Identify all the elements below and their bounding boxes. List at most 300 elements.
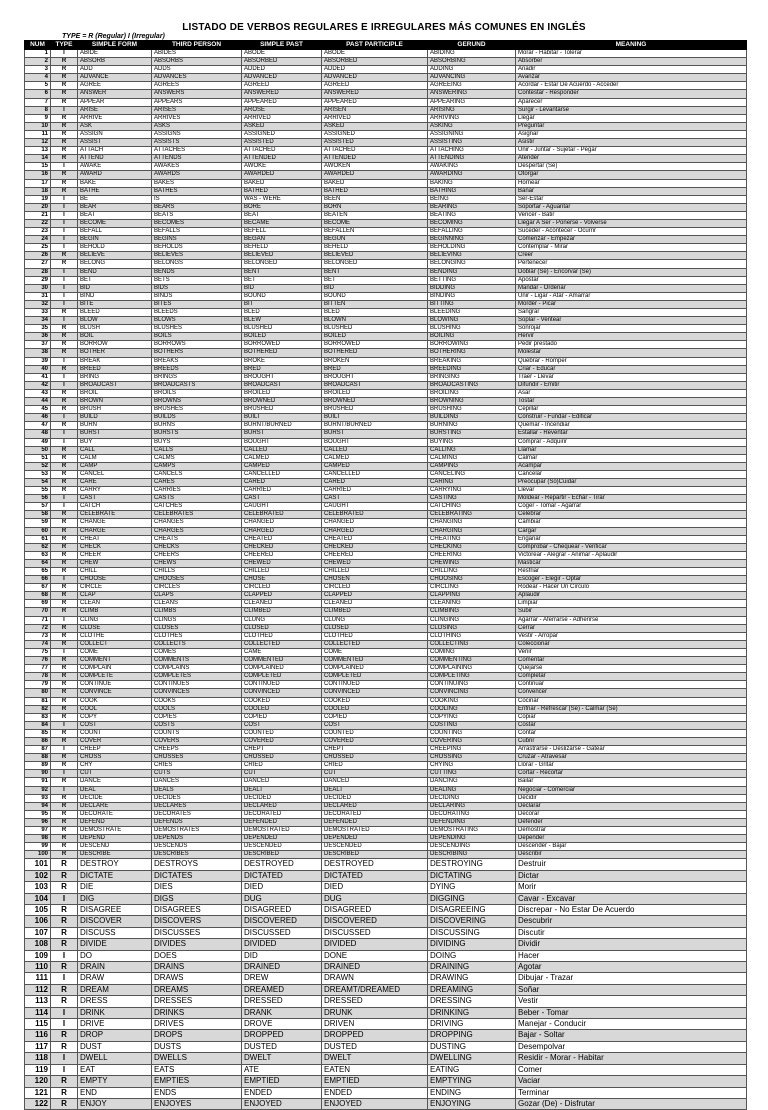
cell-simple-past: DEMOSTRATED — [242, 827, 322, 835]
cell-simple-form: DESTROY — [78, 859, 152, 870]
cell-meaning: Quebrar - Romper — [516, 357, 747, 365]
cell-third-person: DUSTS — [152, 1041, 242, 1052]
table-row — [25, 616, 747, 624]
cell-past-participle: ABODE — [322, 50, 428, 58]
cell-past-participle: DESTROYED — [322, 859, 428, 870]
table-row — [25, 870, 747, 881]
cell-gerund: CHILLING — [428, 568, 516, 576]
cell-type: R — [51, 98, 78, 106]
cell-num: 18 — [25, 187, 51, 195]
cell-simple-past: DESCENDED — [242, 843, 322, 851]
cell-third-person: COMES — [152, 648, 242, 656]
cell-num: 114 — [25, 1007, 51, 1018]
cell-simple-past: BATHED — [242, 187, 322, 195]
cell-num: 1 — [25, 50, 51, 58]
table-row — [25, 381, 747, 389]
cell-type: R — [51, 818, 78, 826]
cell-simple-past: CAMPED — [242, 462, 322, 470]
cell-simple-form: ADD — [78, 66, 152, 74]
cell-past-participle: DISAGREED — [322, 905, 428, 916]
cell-meaning: Sonrojar — [516, 325, 747, 333]
cell-third-person: COLLECTS — [152, 640, 242, 648]
cell-third-person: BLEEDS — [152, 309, 242, 317]
cell-gerund: BROADCASTING — [428, 381, 516, 389]
table-row — [25, 551, 747, 559]
cell-simple-past: DISAGREED — [242, 905, 322, 916]
cell-past-participle: DWELT — [322, 1053, 428, 1064]
cell-num: 121 — [25, 1087, 51, 1098]
cell-meaning: Quejarse — [516, 665, 747, 673]
cell-num: 82 — [25, 705, 51, 713]
cell-past-participle: BROADCAST — [322, 381, 428, 389]
cell-simple-form: DESCRIBE — [78, 851, 152, 859]
cell-type: R — [51, 608, 78, 616]
cell-meaning: Acampar — [516, 462, 747, 470]
cell-meaning: Absorber — [516, 58, 747, 66]
cell-num: 68 — [25, 592, 51, 600]
table-row — [25, 535, 747, 543]
cell-type: R — [51, 624, 78, 632]
cell-meaning: Llegar — [516, 114, 747, 122]
cell-meaning: Aplaudir — [516, 592, 747, 600]
cell-meaning: Bajar - Soltar — [516, 1030, 747, 1041]
cell-past-participle: DRAWN — [322, 973, 428, 984]
cell-type: R — [51, 82, 78, 90]
cell-simple-past: CUT — [242, 770, 322, 778]
cell-third-person: BLUSHES — [152, 325, 242, 333]
cell-type: R — [51, 568, 78, 576]
cell-num: 84 — [25, 721, 51, 729]
cell-num: 3 — [25, 66, 51, 74]
cell-third-person: ADDS — [152, 66, 242, 74]
cell-num: 47 — [25, 422, 51, 430]
cell-simple-past: COOKED — [242, 697, 322, 705]
cell-simple-past: BROWNED — [242, 398, 322, 406]
cell-third-person: DRAWS — [152, 973, 242, 984]
cell-meaning: Hacer — [516, 950, 747, 961]
cell-past-participle: ADVANCED — [322, 74, 428, 82]
cell-gerund: BEHOLDING — [428, 244, 516, 252]
cell-third-person: BREAKS — [152, 357, 242, 365]
cell-simple-form: ADVANCE — [78, 74, 152, 82]
table-row — [25, 309, 747, 317]
cell-third-person: AGREES — [152, 82, 242, 90]
cell-simple-form: CALM — [78, 454, 152, 462]
cell-simple-form: CLAP — [78, 592, 152, 600]
cell-third-person: BUYS — [152, 438, 242, 446]
cell-num: 36 — [25, 333, 51, 341]
cell-third-person: BLOWS — [152, 317, 242, 325]
cell-num: 102 — [25, 870, 51, 881]
cell-gerund: BUYING — [428, 438, 516, 446]
cell-third-person: DISAGREES — [152, 905, 242, 916]
cell-simple-form: BE — [78, 195, 152, 203]
cell-type: I — [51, 50, 78, 58]
cell-type: R — [51, 179, 78, 187]
cell-third-person: EMPTIES — [152, 1076, 242, 1087]
cell-gerund: COOLING — [428, 705, 516, 713]
cell-gerund: BEING — [428, 195, 516, 203]
cell-past-participle: DEPENDED — [322, 835, 428, 843]
cell-gerund: DISAGREEING — [428, 905, 516, 916]
cell-type: R — [51, 810, 78, 818]
cell-gerund: COPYING — [428, 713, 516, 721]
cell-type: R — [51, 584, 78, 592]
cell-gerund: CLEANING — [428, 600, 516, 608]
cell-meaning: Negociar - Comerciar — [516, 786, 747, 794]
cell-third-person: COPIES — [152, 713, 242, 721]
cell-type: R — [51, 632, 78, 640]
cell-past-participle: BATHED — [322, 187, 428, 195]
cell-meaning: Acordar - Estar De Acuerdo - Acceder — [516, 82, 747, 90]
cell-meaning: Pertenecer — [516, 260, 747, 268]
cell-type: R — [51, 535, 78, 543]
cell-type: R — [51, 478, 78, 486]
table-row — [25, 187, 747, 195]
cell-past-participle: COMPLETED — [322, 673, 428, 681]
cell-num: 6 — [25, 90, 51, 98]
cell-type: I — [51, 357, 78, 365]
cell-meaning: Construir - Fundar - Edificar — [516, 414, 747, 422]
cell-gerund: CARRYING — [428, 487, 516, 495]
cell-meaning: Agarrar - Aferrarse - Adherirse — [516, 616, 747, 624]
cell-simple-past: DROPPED — [242, 1030, 322, 1041]
cell-gerund: CRYING — [428, 762, 516, 770]
cell-simple-form: DANCE — [78, 778, 152, 786]
table-row — [25, 292, 747, 300]
cell-num: 106 — [25, 916, 51, 927]
cell-simple-past: DROVE — [242, 1019, 322, 1030]
table-row — [25, 406, 747, 414]
cell-past-participle: CHARGED — [322, 527, 428, 535]
table-row — [25, 827, 747, 835]
cell-third-person: DESCENDS — [152, 843, 242, 851]
cell-type: R — [51, 252, 78, 260]
cell-simple-past: DISCUSSED — [242, 927, 322, 938]
cell-gerund: BEFALLING — [428, 228, 516, 236]
cell-type: R — [51, 939, 78, 950]
cell-past-participle: CUT — [322, 770, 428, 778]
cell-simple-past: CARED — [242, 478, 322, 486]
cell-gerund: ARRIVING — [428, 114, 516, 122]
cell-simple-past: ATTENDED — [242, 155, 322, 163]
cell-meaning: Cancelar — [516, 470, 747, 478]
cell-meaning: Depender — [516, 835, 747, 843]
cell-simple-past: BORE — [242, 203, 322, 211]
cell-type: R — [51, 1098, 78, 1109]
table-row — [25, 487, 747, 495]
cell-simple-past: BROUGHT — [242, 373, 322, 381]
cell-num: 54 — [25, 478, 51, 486]
cell-type: R — [51, 511, 78, 519]
table-row — [25, 559, 747, 567]
cell-simple-past: ADVANCED — [242, 74, 322, 82]
cell-gerund: DIVIDING — [428, 939, 516, 950]
cell-num: 89 — [25, 762, 51, 770]
cell-simple-form: DISAGREE — [78, 905, 152, 916]
cell-gerund: CANCELING — [428, 470, 516, 478]
table-row — [25, 300, 747, 308]
cell-past-participle: ATTENDED — [322, 155, 428, 163]
cell-past-participle: CHOSEN — [322, 576, 428, 584]
cell-type: R — [51, 835, 78, 843]
cell-simple-past: COMPLAINED — [242, 665, 322, 673]
cell-meaning: Vestir — [516, 996, 747, 1007]
cell-meaning: Descubrir — [516, 916, 747, 927]
cell-type: R — [51, 657, 78, 665]
cell-gerund: BROWNING — [428, 398, 516, 406]
cell-gerund: DISCOVERING — [428, 916, 516, 927]
cell-simple-past: DECORATED — [242, 810, 322, 818]
cell-simple-form: CATCH — [78, 503, 152, 511]
cell-num: 76 — [25, 657, 51, 665]
cell-num: 105 — [25, 905, 51, 916]
cell-type: R — [51, 962, 78, 973]
cell-num: 44 — [25, 398, 51, 406]
table-row — [25, 82, 747, 90]
cell-gerund: EMPTYING — [428, 1076, 516, 1087]
cell-third-person: BELIEVES — [152, 252, 242, 260]
cell-past-participle: BLOWN — [322, 317, 428, 325]
cell-meaning: Aparecer — [516, 98, 747, 106]
cell-simple-form: DUST — [78, 1041, 152, 1052]
cell-simple-form: ARISE — [78, 106, 152, 114]
cell-past-participle: BELONGED — [322, 260, 428, 268]
cell-meaning: Criar - Educar — [516, 365, 747, 373]
cell-gerund: COSTING — [428, 721, 516, 729]
cell-simple-form: DO — [78, 950, 152, 961]
header-simple-past: SIMPLE PAST — [242, 41, 322, 50]
cell-past-participle: CALMED — [322, 454, 428, 462]
cell-gerund: BLOWING — [428, 317, 516, 325]
cell-third-person: CHEATS — [152, 535, 242, 543]
cell-simple-form: DISCOVER — [78, 916, 152, 927]
cell-simple-form: CONVINCE — [78, 689, 152, 697]
cell-num: 12 — [25, 139, 51, 147]
cell-num: 48 — [25, 430, 51, 438]
table-row — [25, 754, 747, 762]
cell-gerund: COOKING — [428, 697, 516, 705]
cell-past-participle: ASSISTED — [322, 139, 428, 147]
cell-simple-form: CHEER — [78, 551, 152, 559]
cell-simple-past: ABSORBED — [242, 58, 322, 66]
table-row — [25, 859, 747, 870]
table-row — [25, 1041, 747, 1052]
table-row — [25, 950, 747, 961]
cell-meaning: Cambiar — [516, 519, 747, 527]
cell-num: 13 — [25, 147, 51, 155]
cell-simple-form: BLOW — [78, 317, 152, 325]
cell-simple-form: ATTEND — [78, 155, 152, 163]
cell-gerund: ADVANCING — [428, 74, 516, 82]
cell-third-person: DICTATES — [152, 870, 242, 881]
cell-type: R — [51, 1076, 78, 1087]
cell-type: I — [51, 292, 78, 300]
table-row — [25, 179, 747, 187]
cell-third-person: AWAKES — [152, 163, 242, 171]
cell-type: R — [51, 527, 78, 535]
cell-type: R — [51, 446, 78, 454]
cell-simple-past: BROKE — [242, 357, 322, 365]
cell-past-participle: AGREED — [322, 82, 428, 90]
cell-num: 107 — [25, 927, 51, 938]
cell-third-person: CARRIES — [152, 487, 242, 495]
cell-num: 88 — [25, 754, 51, 762]
cell-type: R — [51, 470, 78, 478]
cell-past-participle: COST — [322, 721, 428, 729]
cell-meaning: Unir - Ligar - Atar - Amarrar — [516, 292, 747, 300]
table-row — [25, 927, 747, 938]
cell-simple-past: CHEATED — [242, 535, 322, 543]
cell-type: R — [51, 341, 78, 349]
cell-past-participle: DICTATED — [322, 870, 428, 881]
cell-simple-form: CAMP — [78, 462, 152, 470]
cell-past-participle: CRIED — [322, 762, 428, 770]
cell-num: 75 — [25, 648, 51, 656]
cell-meaning: Llevar — [516, 487, 747, 495]
cell-type: R — [51, 927, 78, 938]
cell-past-participle: CONTINUED — [322, 681, 428, 689]
cell-num: 120 — [25, 1076, 51, 1087]
cell-third-person: CAMPS — [152, 462, 242, 470]
cell-gerund: EATING — [428, 1064, 516, 1075]
cell-num: 55 — [25, 487, 51, 495]
cell-simple-past: BURST — [242, 430, 322, 438]
cell-third-person: CROSSES — [152, 754, 242, 762]
cell-third-person: BURNS — [152, 422, 242, 430]
cell-meaning: Moldear - Repartir - Echar - Tirar — [516, 495, 747, 503]
cell-type: R — [51, 155, 78, 163]
table-row — [25, 835, 747, 843]
cell-simple-form: BUILD — [78, 414, 152, 422]
cell-past-participle: BENT — [322, 268, 428, 276]
cell-third-person: BREEDS — [152, 365, 242, 373]
cell-past-participle: BEATEN — [322, 211, 428, 219]
cell-type: I — [51, 195, 78, 203]
cell-meaning: Soplar - Ventear — [516, 317, 747, 325]
cell-meaning: Demostrar — [516, 827, 747, 835]
cell-simple-past: COUNTED — [242, 729, 322, 737]
cell-meaning: Vestir - Arropar — [516, 632, 747, 640]
cell-simple-past: BLED — [242, 309, 322, 317]
cell-num: 33 — [25, 309, 51, 317]
cell-past-participle: BROKEN — [322, 357, 428, 365]
table-row — [25, 349, 747, 357]
cell-third-person: DEFENDS — [152, 818, 242, 826]
cell-simple-form: BORROW — [78, 341, 152, 349]
cell-third-person: DREAMS — [152, 984, 242, 995]
cell-third-person: CHARGES — [152, 527, 242, 535]
cell-gerund: COLLECTING — [428, 640, 516, 648]
cell-third-person: BITES — [152, 300, 242, 308]
cell-simple-form: BEAR — [78, 203, 152, 211]
cell-meaning: Costar — [516, 721, 747, 729]
cell-simple-form: CLOSE — [78, 624, 152, 632]
cell-gerund: DRAWING — [428, 973, 516, 984]
cell-meaning: Decorar — [516, 810, 747, 818]
cell-meaning: Descender - Bajar — [516, 843, 747, 851]
cell-simple-past: COLLECTED — [242, 640, 322, 648]
cell-type: R — [51, 454, 78, 462]
cell-past-participle: DESCRIBED — [322, 851, 428, 859]
cell-simple-form: BECOME — [78, 219, 152, 227]
cell-gerund: DEPENDING — [428, 835, 516, 843]
cell-meaning: Subir — [516, 608, 747, 616]
cell-num: 56 — [25, 495, 51, 503]
cell-num: 11 — [25, 130, 51, 138]
cell-third-person: BEGINS — [152, 236, 242, 244]
cell-meaning: Contar — [516, 729, 747, 737]
cell-simple-form: DISCUSS — [78, 927, 152, 938]
cell-meaning: Pedir prestado — [516, 341, 747, 349]
cell-gerund: DESCENDING — [428, 843, 516, 851]
cell-num: 70 — [25, 608, 51, 616]
cell-simple-form: DIE — [78, 882, 152, 893]
cell-gerund: CHARGING — [428, 527, 516, 535]
cell-third-person: ATTENDS — [152, 155, 242, 163]
cell-meaning: Cerrar — [516, 624, 747, 632]
cell-simple-past: BENT — [242, 268, 322, 276]
cell-type: R — [51, 406, 78, 414]
table-row — [25, 1030, 747, 1041]
cell-simple-past: CHEWED — [242, 559, 322, 567]
cell-type: I — [51, 236, 78, 244]
cell-gerund: DROPPING — [428, 1030, 516, 1041]
cell-third-person: EATS — [152, 1064, 242, 1075]
table-row — [25, 252, 747, 260]
cell-simple-past: DANCED — [242, 778, 322, 786]
table-row — [25, 689, 747, 697]
table-row — [25, 624, 747, 632]
cell-past-participle: ASSIGNED — [322, 130, 428, 138]
cell-meaning: Dividir — [516, 939, 747, 950]
table-row — [25, 1064, 747, 1075]
cell-third-person: BETS — [152, 276, 242, 284]
cell-simple-past: CHILLED — [242, 568, 322, 576]
cell-type: R — [51, 519, 78, 527]
cell-gerund: DICTATING — [428, 870, 516, 881]
cell-gerund: DIGGING — [428, 893, 516, 904]
cell-meaning: Molestar — [516, 349, 747, 357]
cell-past-participle: COPIED — [322, 713, 428, 721]
cell-third-person: ASKS — [152, 122, 242, 130]
cell-type: R — [51, 422, 78, 430]
table-row — [25, 973, 747, 984]
cell-meaning: Tostar — [516, 398, 747, 406]
cell-simple-form: AWARD — [78, 171, 152, 179]
cell-type: R — [51, 681, 78, 689]
cell-type: I — [51, 203, 78, 211]
cell-meaning: Llamar — [516, 446, 747, 454]
cell-gerund: DRAINING — [428, 962, 516, 973]
cell-third-person: DISCUSSES — [152, 927, 242, 938]
cell-meaning: Venir — [516, 648, 747, 656]
cell-meaning: Resfriar — [516, 568, 747, 576]
cell-simple-past: CHOSE — [242, 576, 322, 584]
cell-gerund: BLUSHING — [428, 325, 516, 333]
cell-third-person: AWARDS — [152, 171, 242, 179]
cell-simple-form: BATHE — [78, 187, 152, 195]
cell-third-person: DRESSES — [152, 996, 242, 1007]
cell-num: 21 — [25, 211, 51, 219]
cell-past-participle: BITTEN — [322, 300, 428, 308]
cell-meaning: Suceder - Acontecer - Ocurrir — [516, 228, 747, 236]
cell-meaning: Estallar - Reventar — [516, 430, 747, 438]
cell-num: 64 — [25, 559, 51, 567]
cell-gerund: AWARDING — [428, 171, 516, 179]
cell-meaning: Soñar — [516, 984, 747, 995]
cell-simple-form: BROIL — [78, 389, 152, 397]
